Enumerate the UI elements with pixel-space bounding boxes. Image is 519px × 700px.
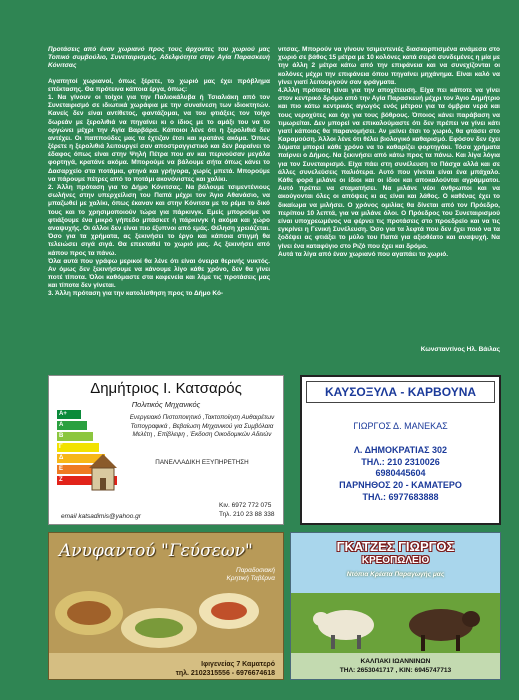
ad-phone: Τηλ. 210 23 88 338 (219, 511, 275, 519)
energy-class-bar: Γ (57, 443, 99, 452)
ad-subtitle: Πολιτικός Μηχανικός (131, 400, 201, 409)
energy-class-bar: Δ (57, 454, 105, 463)
ad-contact-lines (302, 445, 499, 503)
ad-phone: ΤΗΛ.: 6977683888 (362, 491, 439, 502)
article-paragraph: Όλα αυτά που γράφω μερικοί θα λένε ότι είναι όνειρα θερινής νυκτός. Αν όμως δεν ξεκινήσουμε να κάνουμε λίγο κάθε χρόνο, δεν θα γίνει ποτέ τίποτα. Όλοι καθόμαστε στα καφενεία και λέμε τις προτάσεις μας και τίποτα δεν γίνεται. (48, 257, 270, 290)
ad-phone: ΤΗΛ.: 210 2310026 (361, 456, 440, 467)
article-paragraph: 3. Άλλη πρόταση για την κατολίσθηση προς το Δήμο Κό- (48, 290, 224, 298)
service-line: Τοπογραφικά , Βεβαίωση Μηχανικού για Συμβόλαια (130, 422, 274, 430)
ad-subtitle: ΚΡΕΟΠΩΛΕΙΟ (361, 555, 430, 566)
ad-email: email katsadimis@yahoo.gr (61, 513, 141, 520)
ad-address: Ιφιγενείας 7 Καματερό (201, 661, 275, 668)
ad-name: Δημήτριος Ι. Κατσαρός (90, 380, 242, 397)
ad-tagline-line: Κρητική Ταβέρνα (226, 575, 275, 583)
ad-services (125, 414, 279, 440)
article-intro: Προτάσεις από έναν χωριανό προς τους άρχοντες του χωριού μας Τοπικό συμβούλιο, Συνεταιρισμός, Αδελφότητα στην Αγία Παρασκευή Κόνιτσας (48, 46, 270, 70)
manekas-ad (300, 375, 501, 525)
article-paragraph: 1. Να γίνουν οι τοίχοι για την Παλιοκάλυβα ή Τσιαλιάκη από τον Συνεταιρισμό σε ιδιωτικά χωράφια με την συναίνεση των ιδιοκτητών. Κανείς δεν είναι αντίθετος, φαντάζομαι, να του φτιάξεις τον τοίχο δωρεάν με ξερολιθιά να πηγαίνει κι ο ίδιος με το αμάξι του να το οργώνει μέχρι την Αγία Βαρβάρα. Κάποιοι λένε ότι η ξερολιθιά δεν αντέχει. Οι παππούδες μας τα έχτιζαν έτσι και κρατάνε ακόμα. Όπως ξέρετε η ξερολιθιά λειτουργεί σαν αποστραγγιστικό και δεν βαραίνει το έδαφος όπως είναι στην Ψηλή Πέτρα που αν και περνούσαν μεγάλα φορτηγά, κρατάνε ακόμα. Μπορούμε να βάλουμε σήτα όπως κάνει το Δασαρχείο στα ποτάμια, φτηνά και γρήγορα, χωρίς μπετά. Μπορούμε να πάρουμε πέτρες από το ποτάμι ακονόνιστες και χαλίκι. (48, 93, 270, 183)
energy-class-bar: Ζ (57, 476, 117, 485)
ad-address: Λ. ΔΗΜΟΚΡΑΤΙΑΣ 302 (353, 445, 448, 455)
ad-title: Ανυφαντού "Γεύσεων" (59, 541, 253, 561)
ad-footer (176, 661, 275, 679)
ad-address: ΠΑΡΝΗΘΟΣ 20 - ΚΑΜΑΤΕΡΟ (339, 480, 462, 491)
ad-title: ΓΚΑΤΖΕΣ ΓΙΩΡΓΟΣ (336, 539, 455, 554)
article-paragraph: Αγαπητοί χωριανοί, όπως ξέρετε, το χωριό μας έχει πρόβλημα επέκτασης. Θα πρότεινα κάποια έργα, όπως: (48, 77, 270, 93)
ad-owner: ΓΙΩΡΓΟΣ Δ. ΜΑΝΕΚΑΣ (353, 421, 448, 431)
ad-tagline: Ντόπια Κρέατα Παραγωγής μας (346, 571, 445, 578)
article-paragraph: νιτσας. Μπορούν να γίνουν τσιμεντενιές διασκορπισμένα ανάμεσα στο χωριό σε βάθος 15 μέτρα με 10 κολόνες κατά σειρά συνδεμένες η μία με την άλλη 2 μέτρα κάτω από την επιφάνεια και να συνεχίζονται οι κολόνες μέχρι την επιφάνεια όπου πηγαίνει μηχάνημα. Είναι καλό να γίνει γιατί λειτουργούν σαν φράγματα. (278, 46, 500, 86)
article-paragraph: 4.Άλλη πρόταση είναι για την αποχέτευση. Είχα πει κάποτε να γίνει στον κεντρικό δρόμο από την Αγία Παρασκευή μέχρι τον Άγιο Δημήτριο και πιο κάτω κεντρικός αγωγός ενός μέτρου για τα όμβρια νερά και τους νεροχύτες και όχι για τους βόθρους. Όποιος κάνει παράβαση να τιμωρείται. Δεν μπορεί να επικαλούμαστε ότι δεν πρέπει να γίνει κάτι γιατί κάποιος θα παρανομήσει. Αν μείνει έτσι το χωριό, θα φτάσει στο Καραμούση. Άλλοι λένε ότι θέλει βιολογικό καθαρισμό. Εφόσον δεν έχει λύματα μπορεί κάθε χρόνο να το καθαρίζει φορτηγάκι. Τόσα χρήματα παίρνει ο Δήμος. Να ξεκινήσει από κάτω προς τα πάνω. Και λίγα λόγια για τον Συνεταιρισμό. Είχα πάει στη συνέλευση το Πάσχα αλλά και σε άλλες συνελεύσεις παλιότερα. Αυτό που γίνεται είναι ένα μπάχαλο. Κάθε φορά μιλάνε οι ίδιοι και οι ίδιοι και αποκαλούνται αγράμματοι. Αυτό πρέπει να σταματήσει. Να μιλάνε νέοι άνθρωποι και να ακούγονται όλες οι απόψεις κι ας είναι και λάθος. Ο καθένας έχει το δικαίωμα να μιλήσει. Ο χρόνος ομιλίας θα δίνεται από τον Πρόεδρο, περίπου 10 λεπτά, για να μιλάνε όλοι. Ο Πρόεδρος του Συνεταιρισμού είναι υποχρεωμένος να φέρνει τις προτάσεις στο προεδρείο και να τις εγκρίνει η Γενική Συνέλευση. Όσο για τα λεφτά που δεν έχει ποιό να τα ξοδέψει ας φτιάξει το μύλο του Παπά για αξιοθέατο και αναψυχή. Να γίνει ένα καταφύγιο στο Ριζό που έχει και δρόμο. (278, 86, 500, 250)
article-paragraph: 2. Άλλη πρόταση για το Δήμο Κόνιτσας. Να βάλουμε τσιμεντένιους σωλήνες στην υπερχείλιση του Παπά μέχρι τον Άγιο Αθανάσιο, να μπαζωθεί με χαλίκι, όπως έκαναν και στην Κόνιτσα με το ρέμα το δικό τους και το χρησιμοποιούν τώρα για πάρκινγκ. Εμείς μπορούμε να φτιάξουμε ένα μικρό γήπεδο μπάσκετ ή πάρκινγκ ή ακόμα και χώρο αναψυχής. Οι άλλοι δεν είναι πιο έξυπνοι από εμάς. Θέληση χρειάζεται. Όσο για τα χρήματα, ας ξεκινήσει το έργο και κάποια στιγμή θα τελειώσει σιγά σιγά. Θα επεκταθεί το χωριό μας. Ας ξεκινήσει από κάπου προς τα πάνω. (48, 184, 270, 257)
service-line: Μελέτη , Επίβλεψη , Έκδοση Οικοδομικών Αδειών (132, 431, 272, 438)
anyfantou-ad (48, 532, 284, 680)
house-icon (85, 446, 121, 496)
ad-address: ΚΑΛΠΑΚΙ ΙΩΑΝΝΙΝΩΝ (360, 658, 431, 665)
ad-phones: ΤΗΛ: 2653041717 , ΚΙΝ: 6945747713 (339, 666, 452, 674)
energy-class-bar: B (57, 432, 93, 441)
energy-class-bar: A+ (57, 410, 81, 419)
service-line: Ενεργειακό Πιστοποιητικό ,Τακτοποίηση Αυθαιρέτων (129, 414, 275, 421)
energy-class-bar: A (57, 421, 87, 430)
ad-mobile: Κιν. 6972 772 075 (219, 502, 272, 509)
article-paragraph: Αυτά τα λίγα από έναν χωριανό που αγαπάει το χωριό. (278, 250, 449, 258)
article-signature: Κωνσταντίνος Ηλ. Βάιλας (420, 346, 500, 353)
ad-mobile: 6980445604 (375, 468, 426, 479)
ad-coverage: ΠΑΝΕΛΛΑΔΙΚΗ ΕΞΥΠΗΡΕΤΗΣΗ (155, 459, 249, 466)
ad-heading: ΚΑΥΣΟΞΥΛΑ - ΚΑΡΒΟΥΝΑ (306, 381, 495, 403)
ad-tagline-line: Παραδοσιακή (235, 567, 275, 574)
gkatzes-ad (290, 532, 501, 680)
ad-footer (291, 658, 500, 675)
article-left-column (48, 46, 270, 299)
ad-tagline (226, 567, 275, 584)
article-right-column (278, 46, 500, 259)
katsaros-ad (48, 375, 284, 525)
energy-class-bar: Ε (57, 465, 111, 474)
ad-phones (219, 501, 275, 519)
ad-phone: τηλ. 2102315556 - 6976674618 (175, 669, 275, 677)
